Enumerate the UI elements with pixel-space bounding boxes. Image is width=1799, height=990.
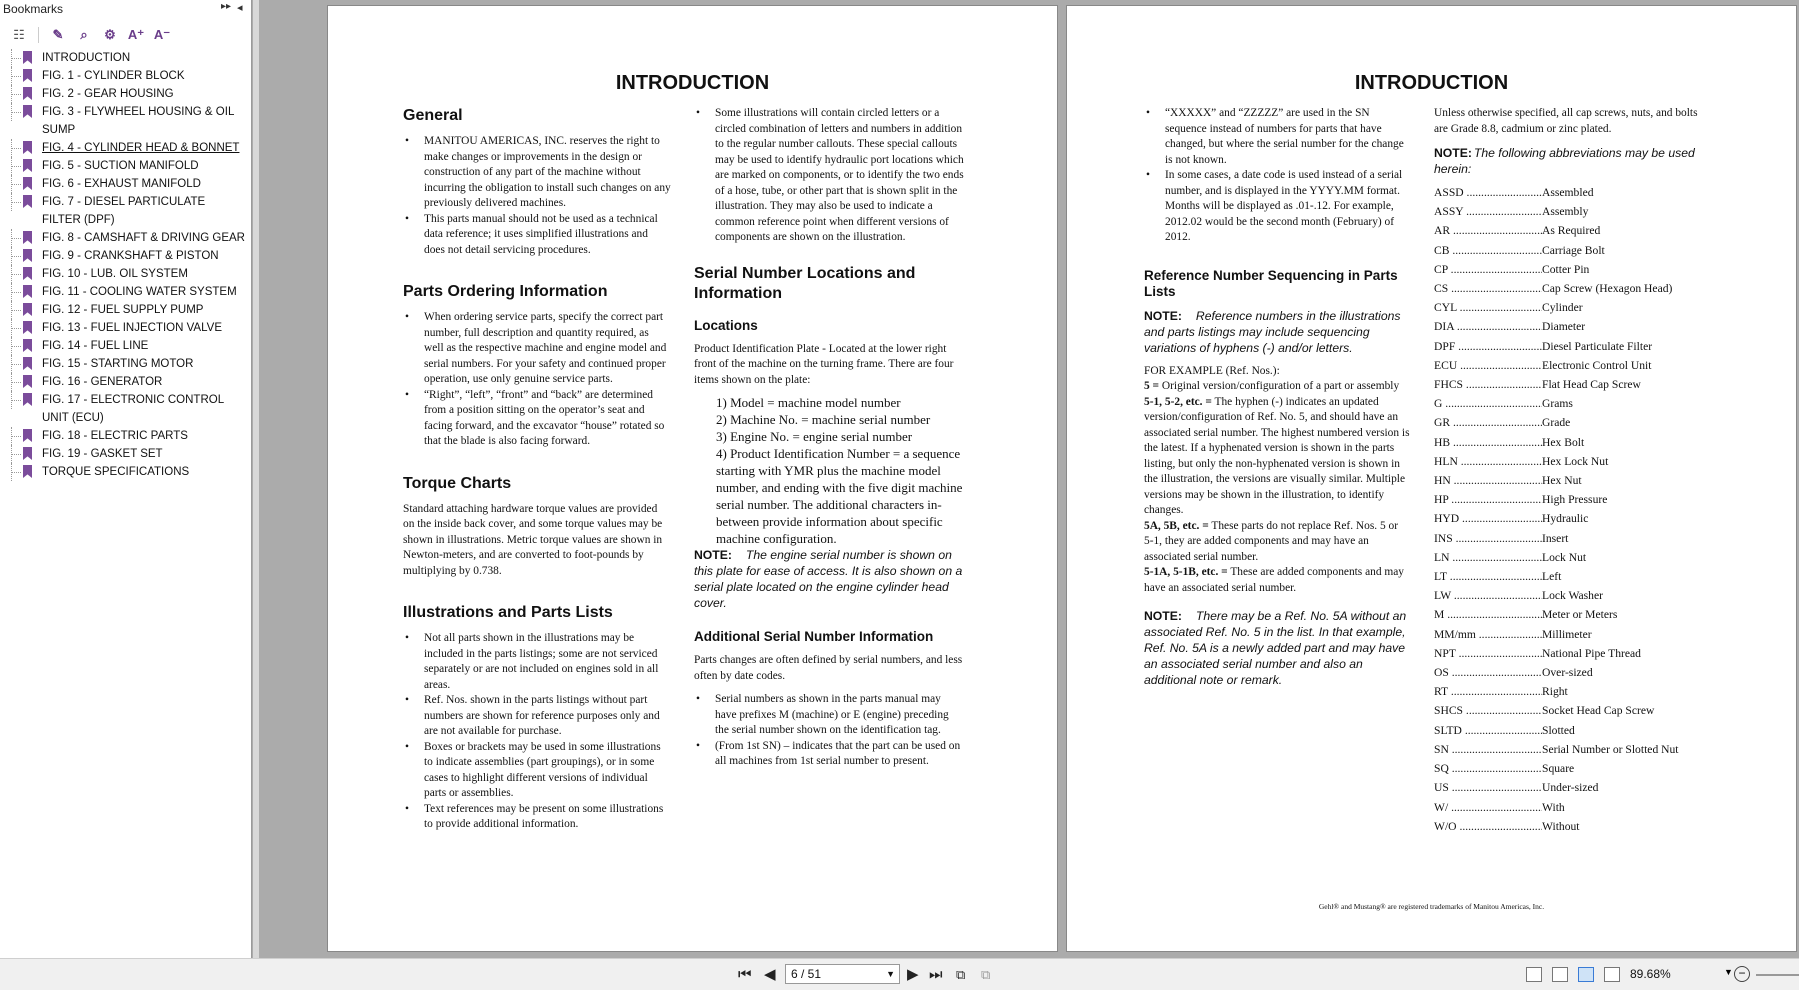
- abbreviation-value: Cylinder: [1542, 301, 1583, 315]
- section-heading: Torque Charts: [403, 474, 512, 492]
- abbreviation-value: Flat Head Cap Screw: [1542, 378, 1641, 392]
- tree-connector: [11, 103, 20, 121]
- bullet-item: • Text references may be present on some illustrations to provide additional information.: [403, 802, 671, 833]
- tree-connector: [11, 445, 20, 463]
- paragraph: Product Identification Plate - Located at the lower right front of the machine on the turning frame. There are four items shown on the plate:: [694, 342, 954, 386]
- abbreviation-row: [1434, 548, 1709, 567]
- plate-item: 2) Machine No. = machine serial number: [716, 412, 931, 427]
- abbreviation-key: HP .....: [1434, 490, 1542, 509]
- abbreviation-key: SN .....: [1434, 740, 1542, 759]
- abbreviation-key: SQ .....: [1434, 759, 1542, 778]
- abbreviation-key: INS .....: [1434, 529, 1542, 548]
- section-heading: Parts Ordering Information: [403, 283, 608, 300]
- zoom-out-button[interactable]: −: [1734, 966, 1750, 982]
- abbreviation-value: Diameter: [1542, 320, 1586, 334]
- abbreviation-row: [1434, 471, 1709, 490]
- abbreviation-value: Hex Bolt: [1542, 435, 1585, 449]
- ref-example: [1144, 519, 1410, 566]
- abbreviation-value: Slotted: [1542, 723, 1575, 737]
- tree-connector: [11, 337, 20, 355]
- bookmark-icon: [23, 357, 32, 370]
- ref-text: Original version/configuration of a part or assembly: [1161, 380, 1400, 392]
- bullet-list: [403, 631, 671, 833]
- abbreviation-row: [1434, 509, 1709, 528]
- ref-text: These are added components and may have an associated serial number.: [1144, 566, 1404, 594]
- abbreviation-value: Lock Washer: [1542, 589, 1603, 603]
- ref-example: [1144, 565, 1410, 596]
- abbreviation-key: ECU .....: [1434, 356, 1542, 375]
- note: NOTE: Reference numbers in the illustrations and parts listings may include sequencing variations of hyphens (-) and/or letters.: [1144, 308, 1401, 355]
- paragraph: Parts changes are often defined by serial numbers, and less often by date codes.: [694, 654, 963, 682]
- bookmark-item[interactable]: [0, 49, 252, 67]
- abbreviation-row: [1434, 586, 1709, 605]
- abbreviation-key: SHCS .....: [1434, 701, 1542, 720]
- abbreviation-key: SLTD .....: [1434, 721, 1542, 740]
- bookmark-icon: [23, 321, 32, 334]
- tree-connector: [11, 283, 20, 301]
- bookmark-item[interactable]: [0, 157, 252, 175]
- zoom-slider[interactable]: [1756, 974, 1799, 976]
- bookmark-item[interactable]: [0, 193, 252, 229]
- subsection-heading: Locations: [694, 317, 758, 333]
- bookmark-options-icon[interactable]: ☷: [13, 27, 25, 42]
- bookmark-item[interactable]: [0, 283, 252, 301]
- abbreviation-key: HN .....: [1434, 471, 1542, 490]
- abbreviation-row: [1434, 202, 1709, 221]
- ref-key: 5-1A, 5-1B, etc. =: [1144, 566, 1228, 578]
- bullet-item: • Some illustrations will contain circled letters or a circled combination of letters and numbers in addition to the regular number callouts. These special callouts may be used to identify hydraulic port locations which are marked on components, or to identify the two ends of a hose, tube, or other part that is shown split in the illustration. They may also be used to indicate a common reference point when different versions of components are shown on the illustration.: [694, 106, 964, 246]
- bookmark-label: TORQUE SPECIFICATIONS: [42, 466, 190, 478]
- abbreviation-value: Millimeter: [1542, 627, 1592, 641]
- abbreviation-value: As Required: [1542, 224, 1601, 238]
- bullet-item: • When ordering service parts, specify the correct part number, full description and quantity required, as well as the respective machine and engine model and serial numbers. For your safety and continued proper operation, use only genuine service parts.: [403, 310, 671, 388]
- tree-connector: [11, 463, 20, 481]
- abbreviation-key: NPT .....: [1434, 644, 1542, 663]
- tree-connector: [11, 355, 20, 373]
- abbreviation-value: Right: [1542, 685, 1568, 699]
- abbreviation-value: Over-sized: [1542, 666, 1593, 680]
- bookmark-label: FIG. 6 - EXHAUST MANIFOLD: [42, 178, 201, 190]
- bullet-item: • “XXXXX” and “ZZZZZ” are used in the SN sequence instead of numbers for parts that have changed, but where the serial number for the change is not known.: [1144, 106, 1410, 168]
- bookmark-label: FIG. 1 - CYLINDER BLOCK: [42, 70, 185, 82]
- ref-example: [1144, 379, 1410, 395]
- bullet-list: [403, 134, 671, 258]
- abbreviation-key: DIA .....: [1434, 317, 1542, 336]
- page-footer: Gehl® and Mustang® are registered trademarks of Manitou Americas, Inc.: [1318, 902, 1545, 911]
- bookmark-label: FIG. 18 - ELECTRIC PARTS: [42, 430, 188, 442]
- plate-item: 3) Engine No. = engine serial number: [716, 429, 913, 444]
- bookmark-item[interactable]: [0, 103, 252, 139]
- abbreviation-row: [1434, 529, 1709, 548]
- bookmark-icon: [23, 249, 32, 262]
- ref-examples: [1144, 379, 1410, 596]
- toolbar-separator: [38, 27, 39, 43]
- bookmark-item[interactable]: [0, 229, 252, 247]
- abbreviation-value: Insert: [1542, 531, 1569, 545]
- abbreviation-key: RT .....: [1434, 682, 1542, 701]
- next-page-button[interactable]: ▶: [907, 966, 919, 983]
- bookmark-icon: [23, 447, 32, 460]
- section-heading: Illustrations and Parts Lists: [403, 604, 613, 621]
- bookmark-label: FIG. 3 - FLYWHEEL HOUSING & OIL SUMP: [42, 106, 234, 136]
- last-page-button[interactable]: ⏭: [929, 966, 943, 983]
- bookmark-icon: [23, 87, 32, 100]
- bookmark-item[interactable]: [0, 445, 252, 463]
- paragraph: FOR EXAMPLE (Ref. Nos.):: [1144, 364, 1280, 377]
- abbreviation-value: With: [1542, 800, 1565, 814]
- page-left-column: [1144, 106, 1410, 688]
- abbreviation-row: [1434, 567, 1709, 586]
- bookmark-item[interactable]: [0, 319, 252, 337]
- abbreviation-row: [1434, 279, 1709, 298]
- tree-connector: [11, 157, 20, 175]
- two-page-continuous-view-icon[interactable]: [1604, 967, 1620, 982]
- abbreviation-value: Assembly: [1542, 205, 1589, 219]
- pdf-page-7: [1066, 5, 1797, 952]
- abbreviation-value: Under-sized: [1542, 781, 1599, 795]
- paragraph: Unless otherwise specified, all cap screws, nuts, and bolts are Grade 8.8, cadmium or zinc plated.: [1434, 107, 1698, 135]
- abbreviation-row: [1434, 375, 1709, 394]
- bookmarks-toolbar: [6, 24, 175, 46]
- pdf-page-6: [327, 5, 1058, 952]
- abbreviation-value: Serial Number or Slotted Nut: [1542, 742, 1679, 756]
- abbreviation-row: [1434, 241, 1709, 260]
- abbreviation-value: Hex Lock Nut: [1542, 454, 1609, 468]
- abbreviation-row: [1434, 221, 1709, 240]
- bookmark-item[interactable]: [0, 373, 252, 391]
- ref-key: 5 =: [1144, 380, 1160, 392]
- bookmark-label: FIG. 14 - FUEL LINE: [42, 340, 149, 352]
- abbreviation-key: MM/mm .....: [1434, 625, 1542, 644]
- abbreviation-row: [1434, 817, 1709, 836]
- page-title: INTRODUCTION: [1354, 72, 1509, 94]
- section-heading: Serial Number Locations and Information: [694, 264, 916, 302]
- bookmark-item[interactable]: [0, 337, 252, 355]
- abbreviation-key: DPF .....: [1434, 337, 1542, 356]
- bullet-list: [403, 310, 671, 450]
- single-page-view-icon[interactable]: [1526, 967, 1542, 982]
- bookmark-icon: [23, 303, 32, 316]
- bullet-list: [694, 692, 964, 770]
- abbreviation-key: ASSY .....: [1434, 202, 1542, 221]
- add-bookmark-icon[interactable]: ✎: [52, 27, 64, 42]
- abbreviation-value: National Pipe Thread: [1542, 646, 1641, 660]
- page-title: INTRODUCTION: [615, 72, 770, 94]
- tree-connector: [11, 85, 20, 103]
- bookmark-label: FIG. 17 - ELECTRONIC CONTROL UNIT (ECU): [42, 394, 224, 424]
- bookmark-icon: [23, 267, 32, 280]
- abbreviation-key: GR .....: [1434, 413, 1542, 432]
- ref-key: 5A, 5B, etc. =: [1144, 519, 1209, 532]
- abbreviation-value: Electronic Control Unit: [1542, 358, 1652, 372]
- bookmark-icon: [23, 69, 32, 82]
- abbreviation-value: Hydraulic: [1542, 512, 1589, 526]
- abbreviation-value: Grams: [1542, 397, 1573, 411]
- abbreviation-row: [1434, 183, 1709, 202]
- abbreviation-row: [1434, 317, 1709, 336]
- abbreviation-value: Hex Nut: [1542, 474, 1582, 488]
- bookmark-label: FIG. 7 - DIESEL PARTICULATE FILTER (DPF): [42, 196, 206, 226]
- bookmark-icon: [23, 141, 32, 154]
- continuous-view-icon[interactable]: [1552, 967, 1568, 982]
- tree-connector: [11, 139, 20, 157]
- bookmarks-panel: [0, 0, 252, 958]
- bookmark-label: FIG. 11 - COOLING WATER SYSTEM: [42, 286, 237, 298]
- tree-connector: [11, 49, 20, 67]
- abbreviation-value: Socket Head Cap Screw: [1542, 704, 1655, 718]
- find-bookmark-icon[interactable]: ⌕: [80, 27, 88, 42]
- bullet-item: • In some cases, a date code is used instead of a serial number, and is displayed in the YYYY.MM format. Months will be displayed as .01-.12. For example, 2012.02 would be the second month (February) of 2012.: [1144, 168, 1410, 246]
- note: NOTE: The engine serial number is shown on this plate for ease of access. It is also shown on a serial plate located on the engine cylinder head cover.: [694, 548, 963, 610]
- zoom-level[interactable]: 89.68%: [1630, 967, 1671, 981]
- abbreviation-row: [1434, 759, 1709, 778]
- tree-connector: [11, 247, 20, 265]
- page-right-column: [1434, 106, 1709, 836]
- abbreviation-row: [1434, 413, 1709, 432]
- tree-connector: [11, 175, 20, 193]
- bookmark-icon: [23, 231, 32, 244]
- abbreviation-key: US .....: [1434, 778, 1542, 797]
- abbreviation-value: Without: [1542, 819, 1580, 833]
- abbreviation-value: Lock Nut: [1542, 550, 1587, 564]
- first-page-button[interactable]: ⏮: [738, 966, 752, 983]
- bookmark-label: FIG. 9 - CRANKSHAFT & PISTON: [42, 250, 219, 262]
- chevron-down-icon[interactable]: ▼: [1724, 967, 1733, 977]
- increase-text-size-icon[interactable]: A⁺: [127, 27, 145, 42]
- bullet-list: [694, 106, 964, 246]
- bookmark-icon: [23, 465, 32, 478]
- ref-text: These parts do not replace Ref. Nos. 5 or 5-1, they are added components and may have an associated serial number.: [1144, 519, 1398, 563]
- abbreviation-row: [1434, 798, 1709, 817]
- abbreviation-row: [1434, 298, 1709, 317]
- abbreviation-key: M .....: [1434, 605, 1542, 624]
- bookmark-label: FIG. 4 - CYLINDER HEAD & BONNET: [42, 142, 240, 154]
- bookmark-icon: [23, 159, 32, 172]
- abbreviation-row: [1434, 337, 1709, 356]
- bookmark-item[interactable]: [0, 355, 252, 373]
- ref-key: 5-1, 5-2, etc. =: [1144, 395, 1212, 408]
- bookmarks-panel-title: Bookmarks: [3, 2, 64, 16]
- abbreviation-list: [1434, 183, 1709, 836]
- tree-connector: [11, 301, 20, 319]
- tree-connector: [11, 67, 20, 85]
- bookmark-item[interactable]: [0, 175, 252, 193]
- bookmark-item[interactable]: [0, 391, 252, 427]
- bookmark-icon: [23, 177, 32, 190]
- tree-connector: [11, 427, 20, 445]
- page-left-column: [403, 106, 671, 833]
- abbreviation-value: Diesel Particulate Filter: [1542, 339, 1653, 353]
- bookmark-item[interactable]: [0, 265, 252, 283]
- bookmark-label: FIG. 2 - GEAR HOUSING: [42, 88, 174, 100]
- abbreviation-key: CS .....: [1434, 279, 1542, 298]
- bookmark-label: FIG. 19 - GASKET SET: [42, 448, 163, 460]
- abbreviation-key: CB .....: [1434, 241, 1542, 260]
- section-heading: General: [403, 107, 463, 124]
- abbreviation-row: [1434, 490, 1709, 509]
- bullet-item: • (From 1st SN) – indicates that the part can be used on all machines from 1st serial number to present.: [694, 739, 964, 770]
- ref-example: [1144, 395, 1410, 519]
- abbreviation-value: Square: [1542, 762, 1575, 776]
- bookmark-icon: [23, 429, 32, 442]
- abbreviation-key: HYD .....: [1434, 509, 1542, 528]
- abbreviation-key: HLN .....: [1434, 452, 1542, 471]
- abbreviation-row: [1434, 701, 1709, 720]
- bookmark-icon: [23, 51, 32, 64]
- bookmark-icon: [23, 393, 32, 406]
- abbreviation-row: [1434, 682, 1709, 701]
- bookmark-label: FIG. 10 - LUB. OIL SYSTEM: [42, 268, 188, 280]
- tree-connector: [11, 265, 20, 283]
- bookmark-item[interactable]: [0, 139, 252, 157]
- bullet-item: • Ref. Nos. shown in the parts listings without part numbers are shown for reference purposes only and are not available for purchase.: [403, 693, 671, 740]
- bookmark-item[interactable]: [0, 301, 252, 319]
- abbreviation-value: Cap Screw (Hexagon Head): [1542, 282, 1673, 296]
- bookmark-icon: [23, 339, 32, 352]
- abbreviation-row: [1434, 740, 1709, 759]
- bookmark-label: FIG. 5 - SUCTION MANIFOLD: [42, 160, 199, 172]
- abbreviation-key: OS .....: [1434, 663, 1542, 682]
- bookmark-label: FIG. 16 - GENERATOR: [42, 376, 163, 388]
- decrease-text-size-icon[interactable]: A⁻: [153, 27, 171, 42]
- abbreviation-row: [1434, 452, 1709, 471]
- abbreviation-key: W/O .....: [1434, 817, 1542, 836]
- bookmark-icon: [23, 105, 32, 118]
- abbreviation-value: Cotter Pin: [1542, 262, 1590, 276]
- abbreviation-key: AR .....: [1434, 221, 1542, 240]
- paragraph: Standard attaching hardware torque values are provided on the inside back cover, and some torque values may be shown in illustrations. Metric torque values are shown in Newton-meters, and are converted to foot-pounds by multiplying by 0.738.: [403, 502, 663, 577]
- abbreviation-key: ASSD .....: [1434, 183, 1542, 202]
- abbreviation-row: [1434, 778, 1709, 797]
- abbreviation-value: Grade: [1542, 416, 1571, 430]
- abbreviation-value: Left: [1542, 570, 1562, 584]
- bookmark-label: FIG. 8 - CAMSHAFT & DRIVING GEAR: [42, 232, 245, 244]
- plate-items: [694, 394, 964, 547]
- bookmark-list: [0, 49, 252, 481]
- abbreviation-row: [1434, 260, 1709, 279]
- abbreviation-row: [1434, 663, 1709, 682]
- next-view-button[interactable]: ⧉: [981, 967, 991, 982]
- bookmark-item[interactable]: [0, 67, 252, 85]
- tree-connector: [11, 373, 20, 391]
- collapse-panel-icon[interactable]: ◂: [237, 2, 243, 14]
- abbreviation-row: [1434, 433, 1709, 452]
- abbreviation-row: [1434, 644, 1709, 663]
- abbreviation-key: CP .....: [1434, 260, 1542, 279]
- previous-page-button[interactable]: ◀: [764, 966, 776, 983]
- abbreviation-key: LT .....: [1434, 567, 1542, 586]
- page-right-column: [694, 106, 964, 770]
- bullet-list: [1144, 106, 1410, 246]
- tree-connector: [11, 229, 20, 247]
- abbreviation-key: FHCS .....: [1434, 375, 1542, 394]
- abbreviation-row: [1434, 625, 1709, 644]
- bookmark-icon: [23, 285, 32, 298]
- note: NOTE: The following abbreviations may be used herein:: [1434, 146, 1695, 176]
- abbreviation-key: LN .....: [1434, 548, 1542, 567]
- abbreviation-key: LW .....: [1434, 586, 1542, 605]
- ref-text: The hyphen (-) indicates an updated version/configuration of Ref. No. 5, and should have an associated serial number. The highest numbered version is the latest. If a hyphenated version is shown in the parts listing, but only the non-hyphenated version is shown in the illustration, the versions are visually similar. Multiple versions may be shown in the illustration, to identify changes.: [1144, 395, 1410, 516]
- page-number-input[interactable]: 6 / 51 ▼: [785, 964, 900, 984]
- bookmark-label: FIG. 12 - FUEL SUPPLY PUMP: [42, 304, 204, 316]
- tree-connector: [11, 391, 20, 409]
- bullet-item: • MANITOU AMERICAS, INC. reserves the right to make changes or improvements in the design or construction of any part of the machine without incurring the obligation to install such changes on any previously delivered machines.: [403, 134, 671, 212]
- abbreviation-key: G .....: [1434, 394, 1542, 413]
- abbreviation-value: Assembled: [1542, 186, 1594, 199]
- abbreviation-value: Carriage Bolt: [1542, 243, 1605, 257]
- bookmark-properties-icon[interactable]: ⚙: [104, 27, 116, 42]
- subsection-heading: Additional Serial Number Information: [694, 629, 934, 644]
- chevron-down-icon[interactable]: ▼: [886, 969, 895, 979]
- plate-item: 1) Model = machine model number: [716, 395, 901, 410]
- bullet-item: • Boxes or brackets may be used in some illustrations to indicate assemblies (part groupings), or in some cases to highlight different versions of individual parts or assemblies.: [403, 740, 671, 802]
- bookmark-icon: [23, 375, 32, 388]
- abbreviation-key: CYL .....: [1434, 298, 1542, 317]
- plate-item: 4) Product Identification Number = a sequence starting with YMR plus the machine model number, and ending with the five digit machine serial number. The additional characters in-between provide information about specific machine configuration.: [716, 446, 963, 546]
- bookmark-label: FIG. 15 - STARTING MOTOR: [42, 358, 194, 370]
- bullet-item: • Not all parts shown in the illustrations may be included in the parts listings; some are not serviced separately or are not included on engines sold in all areas.: [403, 631, 671, 693]
- tree-connector: [11, 319, 20, 337]
- abbreviation-key: HB .....: [1434, 433, 1542, 452]
- abbreviation-value: High Pressure: [1542, 493, 1608, 507]
- previous-view-button[interactable]: ⧉: [956, 967, 966, 982]
- section-heading: Reference Number Sequencing in Parts Lists: [1144, 267, 1398, 299]
- abbreviation-row: [1434, 721, 1709, 740]
- bookmark-label: FIG. 13 - FUEL INJECTION VALVE: [42, 322, 222, 334]
- bullet-item: • Serial numbers as shown in the parts manual may have prefixes M (machine) or E (engine) preceding the serial number shown on the identification tag.: [694, 692, 964, 739]
- abbreviation-row: [1434, 394, 1709, 413]
- status-bar: [0, 958, 1799, 990]
- expand-panel-icon[interactable]: ▸▸: [221, 1, 232, 12]
- note: NOTE: There may be a Ref. No. 5A without an associated Ref. No. 5 in the list. In that example, Ref. No. 5A is a newly added part and may have an associated serial number and also an additional note or remark.: [1144, 609, 1407, 687]
- two-page-view-icon[interactable]: [1578, 967, 1594, 982]
- bullet-item: • This parts manual should not be used as a technical data reference; it uses simplified illustrations and does not detail servicing procedures.: [403, 212, 671, 259]
- abbreviation-value: Meter or Meters: [1542, 608, 1618, 622]
- abbreviation-row: [1434, 605, 1709, 624]
- abbreviation-row: [1434, 356, 1709, 375]
- bookmark-label: INTRODUCTION: [42, 52, 131, 64]
- tree-connector: [11, 193, 20, 211]
- bookmark-icon: [23, 195, 32, 208]
- bookmark-item[interactable]: [0, 463, 252, 481]
- bookmark-item[interactable]: [0, 427, 252, 445]
- bookmark-item[interactable]: [0, 247, 252, 265]
- abbreviation-key: W/ .....: [1434, 798, 1542, 817]
- bullet-item: • “Right”, “left”, “front” and “back” are determined from a position sitting on the operator’s seat and facing forward, and the excavator “house” rotated so that the blade is also facing forward.: [403, 388, 671, 450]
- bookmark-item[interactable]: [0, 85, 252, 103]
